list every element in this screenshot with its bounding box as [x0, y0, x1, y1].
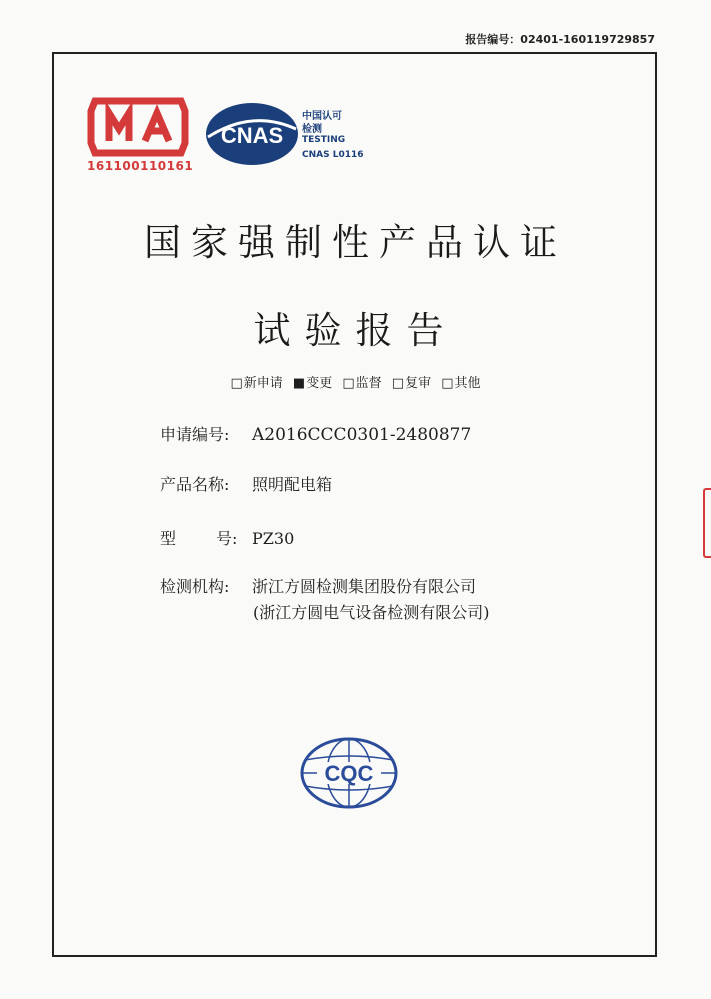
checkbox-icon: □	[391, 376, 405, 391]
option-new-application[interactable]	[230, 372, 282, 391]
report-type-options	[0, 372, 711, 391]
product-name-row	[160, 472, 332, 495]
edge-stamp-mark	[703, 488, 711, 558]
option-label: 新申请	[243, 376, 283, 391]
testing-organization-label: 检测机构:	[160, 577, 230, 596]
option-change[interactable]	[293, 372, 332, 391]
testing-organization-value: 浙江方圆检测集团股份有限公司	[252, 577, 477, 596]
application-number-value: A2016CCC0301-2480877	[252, 425, 472, 445]
checkbox-icon: □	[230, 376, 243, 391]
product-name-value: 照明配电箱	[252, 475, 333, 494]
cma-code: 161100110161	[87, 159, 194, 173]
report-number: 报告编号：02401-160119729857	[465, 33, 655, 46]
option-label: 复审	[405, 376, 432, 391]
option-supervision[interactable]	[342, 372, 381, 391]
option-label: 其他	[454, 376, 481, 391]
cnas-cn-line1: 中国认可	[302, 111, 342, 122]
model-value: PZ30	[252, 529, 295, 548]
page-frame	[52, 52, 657, 957]
option-other[interactable]	[441, 372, 480, 391]
option-review[interactable]	[392, 372, 431, 391]
cnas-logo	[202, 99, 382, 169]
cqc-globe-icon	[299, 736, 399, 810]
application-number-label: 申请编号:	[160, 425, 230, 444]
cnas-logo-text: CNAS	[220, 123, 284, 148]
cma-mark-icon	[87, 97, 189, 157]
checkbox-icon: □	[342, 376, 355, 391]
cqc-logo-text: CQC	[324, 761, 374, 786]
title-line1: 国家强制性产品认证	[144, 221, 567, 264]
testing-organization-alt: (浙江方圆电气设备检测有限公司)	[253, 603, 490, 622]
testing-organization-row	[160, 574, 476, 597]
cnas-code: CNAS L0116	[302, 150, 364, 160]
model-label-part2: 号:	[216, 529, 238, 548]
checkbox-icon: □	[441, 376, 454, 391]
cnas-en-line: TESTING	[302, 135, 346, 145]
cma-logo	[87, 97, 194, 175]
cqc-logo	[299, 736, 399, 810]
checkbox-checked-icon: ■	[292, 376, 306, 391]
cnas-cn-line2: 检测	[302, 124, 322, 135]
product-name-label: 产品名称:	[160, 475, 230, 494]
title-line2: 试验报告	[253, 309, 458, 352]
option-label: 变更	[306, 376, 333, 391]
application-number-row	[160, 422, 471, 445]
cnas-mark-icon	[202, 99, 302, 169]
model-row	[160, 526, 294, 549]
model-label-part1: 型	[160, 529, 177, 548]
option-label: 监督	[355, 376, 382, 391]
